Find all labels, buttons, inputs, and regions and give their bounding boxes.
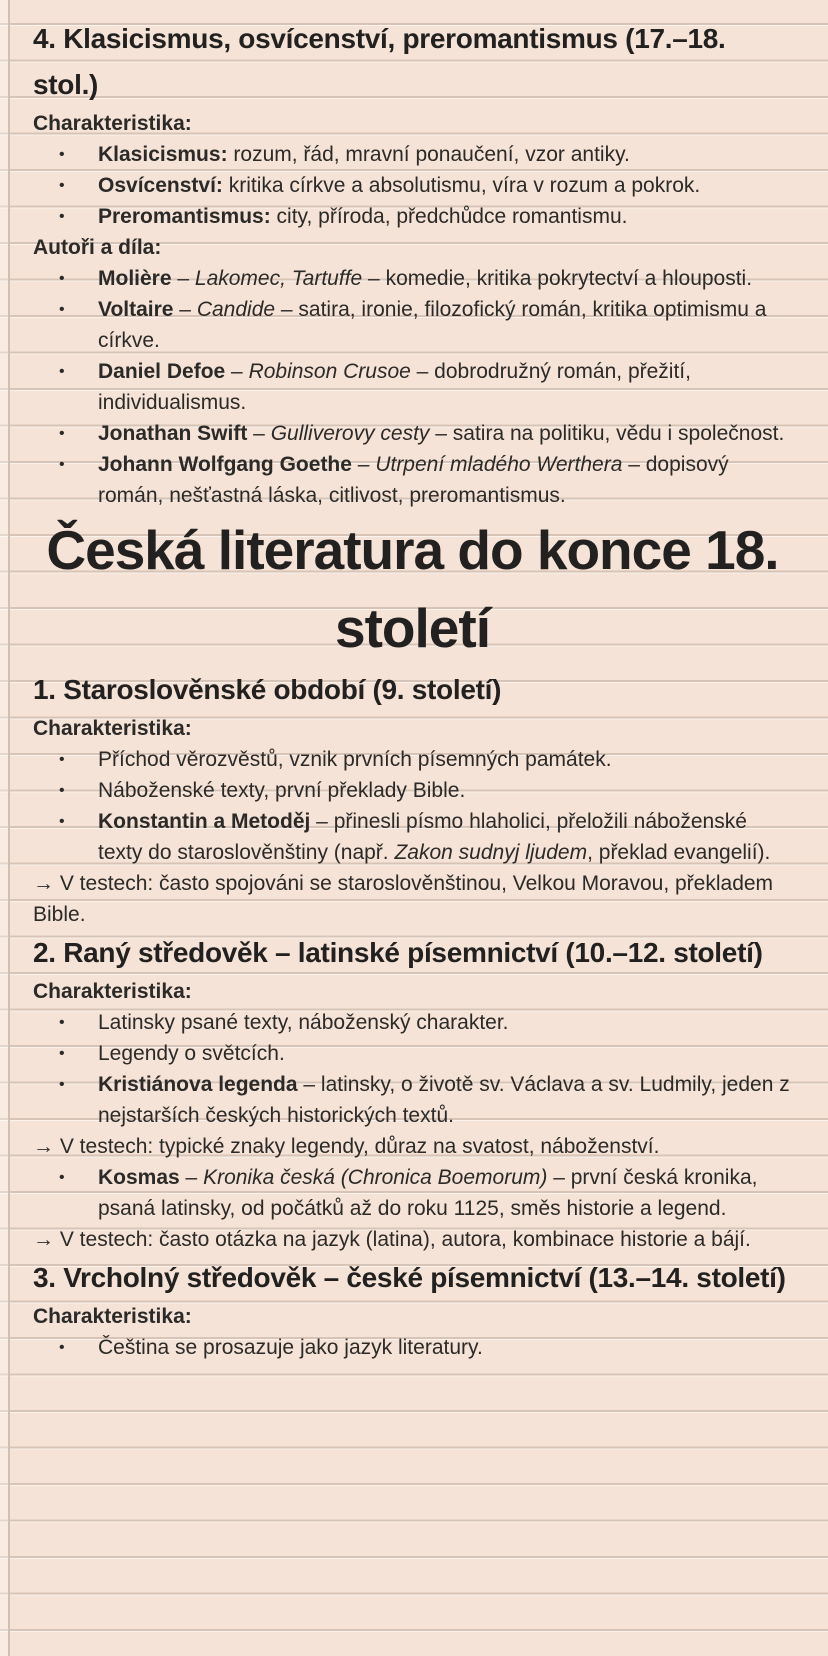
list-item — [33, 201, 792, 232]
bullet-icon: • — [59, 363, 65, 380]
text-segment: – dopisový román, nešťastná láska, citlivost, preromantismus. — [98, 453, 729, 507]
text-segment: – satira na politiku, vědu i společnost. — [429, 422, 785, 445]
list-item-text — [98, 1166, 757, 1220]
bold-term: Kristiánova legenda — [98, 1073, 298, 1096]
exam-note: → V testech: často otázka na jazyk (latina), autora, kombinace historie a bájí. — [33, 1228, 751, 1251]
list-item-text — [98, 143, 630, 166]
list-item — [33, 1038, 792, 1069]
list-item-text — [98, 779, 465, 802]
bold-term: Osvícenství: — [98, 174, 223, 197]
italic-work-title: Kronika česká (Chronica Boemorum) — [203, 1166, 548, 1189]
bullet-icon: • — [59, 301, 65, 318]
text-segment: Latinsky psané texty, náboženský charakter. — [98, 1011, 509, 1034]
list-item — [33, 1007, 792, 1038]
bold-term: Daniel Defoe — [98, 360, 226, 383]
text-segment: – dobrodružný román, přežití, individualismus. — [98, 360, 691, 414]
text-segment: – latinsky, o životě sv. Václava a sv. Ludmily, jeden z nejstarších českých historických textů. — [98, 1073, 790, 1127]
section-heading: 2. Raný středověk – latinské písemnictví (10.–12. století) — [33, 937, 763, 968]
subsection-label: Charakteristika: — [33, 112, 192, 135]
list-item — [33, 775, 792, 806]
bullet-icon: • — [59, 208, 65, 225]
text-segment: – — [179, 1166, 204, 1189]
list-item — [33, 170, 792, 201]
italic-work-title: Utrpení mladého Werthera — [375, 453, 623, 476]
list-item — [33, 1332, 792, 1363]
bold-term: Jonathan Swift — [98, 422, 248, 445]
bold-term: Konstantin a Metoděj — [98, 810, 311, 833]
section-heading: 4. Klasicismus, osvícenství, preromantismus (17.–18. stol.) — [33, 23, 726, 100]
list-item-text — [98, 422, 784, 445]
italic-work-title: Robinson Crusoe — [248, 360, 411, 383]
text-segment: – komedie, kritika pokrytectví a hlouposti. — [362, 267, 753, 290]
list-item — [33, 263, 792, 294]
bold-term: Klasicismus: — [98, 143, 228, 166]
text-segment: – — [351, 453, 376, 476]
bold-term: Preromantismus: — [98, 205, 271, 228]
bullet-icon: • — [59, 270, 65, 287]
list-item — [33, 1069, 792, 1131]
list-item — [33, 356, 792, 418]
list-item-text — [98, 360, 691, 414]
list-item-text — [98, 810, 770, 864]
text-segment: city, příroda, předchůdce romantismu. — [270, 205, 628, 228]
list-item-text — [98, 1073, 790, 1127]
italic-work-title: Gulliverovy cesty — [270, 422, 430, 445]
list-item — [33, 418, 792, 449]
bullet-icon: • — [59, 1076, 65, 1093]
bullet-icon: • — [59, 177, 65, 194]
text-segment: – první česká kronika, psaná latinsky, od počátků až do roku 1125, směs historie a legend. — [98, 1166, 758, 1220]
list-item — [33, 449, 792, 511]
list-item-text — [98, 1336, 483, 1359]
text-segment: – přinesli písmo hlaholici, přeložili náboženské texty do staroslověnštiny (např. — [98, 810, 747, 864]
section-heading: 3. Vrcholný středověk – české písemnictví (13.–14. století) — [33, 1262, 786, 1293]
subsection-label: Charakteristika: — [33, 980, 192, 1003]
list-item-text — [98, 174, 700, 197]
text-segment: – — [247, 422, 271, 445]
list-item — [33, 744, 792, 775]
list-item — [33, 1162, 792, 1224]
bold-term: Voltaire — [98, 298, 174, 321]
text-segment: kritika církve a absolutismu, víra v rozum a pokrok. — [222, 174, 701, 197]
text-segment: Čeština se prosazuje jako jazyk literatury. — [98, 1336, 483, 1359]
bullet-icon: • — [59, 751, 65, 768]
text-segment: , překlad evangelií). — [587, 841, 771, 864]
text-segment: – satira, ironie, filozofický román, kritika optimismu a církve. — [98, 298, 767, 352]
subsection-label: Charakteristika: — [33, 1305, 192, 1328]
list-item-text — [98, 1042, 285, 1065]
text-segment: Legendy o světcích. — [98, 1042, 285, 1065]
text-segment: – — [173, 298, 197, 321]
list-item-text — [98, 267, 752, 290]
bullet-icon: • — [59, 782, 65, 799]
italic-work-title: Lakomec, Tartuffe — [194, 267, 363, 290]
list-item-text — [98, 298, 766, 352]
bullet-icon: • — [59, 425, 65, 442]
bullet-icon: • — [59, 1169, 65, 1186]
subsection-label: Autoři a díla: — [33, 236, 162, 259]
section-heading: 1. Staroslověnské období (9. století) — [33, 674, 502, 705]
italic-work-title: Candide — [196, 298, 276, 321]
page-title: Česká literatura do konce 18. století — [46, 519, 779, 659]
bold-term: Molière — [98, 267, 172, 290]
exam-note: → V testech: často spojováni se staroslověnštinou, Velkou Moravou, překladem Bible. — [33, 872, 774, 926]
bullet-icon: • — [59, 813, 65, 830]
italic-work-title: Zakon sudnyj ljudem — [394, 841, 588, 864]
text-segment: – — [225, 360, 249, 383]
list-item-text — [98, 453, 729, 507]
bullet-icon: • — [59, 146, 65, 163]
text-segment: – — [171, 267, 195, 290]
list-item-text — [98, 205, 627, 228]
bullet-icon: • — [59, 1014, 65, 1031]
list-item-text — [98, 1011, 509, 1034]
list-item-text — [98, 748, 612, 771]
list-item — [33, 294, 792, 356]
bullet-icon: • — [59, 1339, 65, 1356]
text-segment: rozum, řád, mravní ponaučení, vzor antiky. — [227, 143, 630, 166]
list-item — [33, 139, 792, 170]
text-segment: Příchod věrozvěstů, vznik prvních písemných památek. — [98, 748, 612, 771]
bold-term: Johann Wolfgang Goethe — [98, 453, 352, 476]
subsection-label: Charakteristika: — [33, 717, 192, 740]
text-segment: Náboženské texty, první překlady Bible. — [98, 779, 466, 802]
exam-note: → V testech: typické znaky legendy, důraz na svatost, náboženství. — [33, 1135, 660, 1158]
bullet-icon: • — [59, 1045, 65, 1062]
bullet-icon: • — [59, 456, 65, 473]
bold-term: Kosmas — [98, 1166, 180, 1189]
list-item — [33, 806, 792, 868]
